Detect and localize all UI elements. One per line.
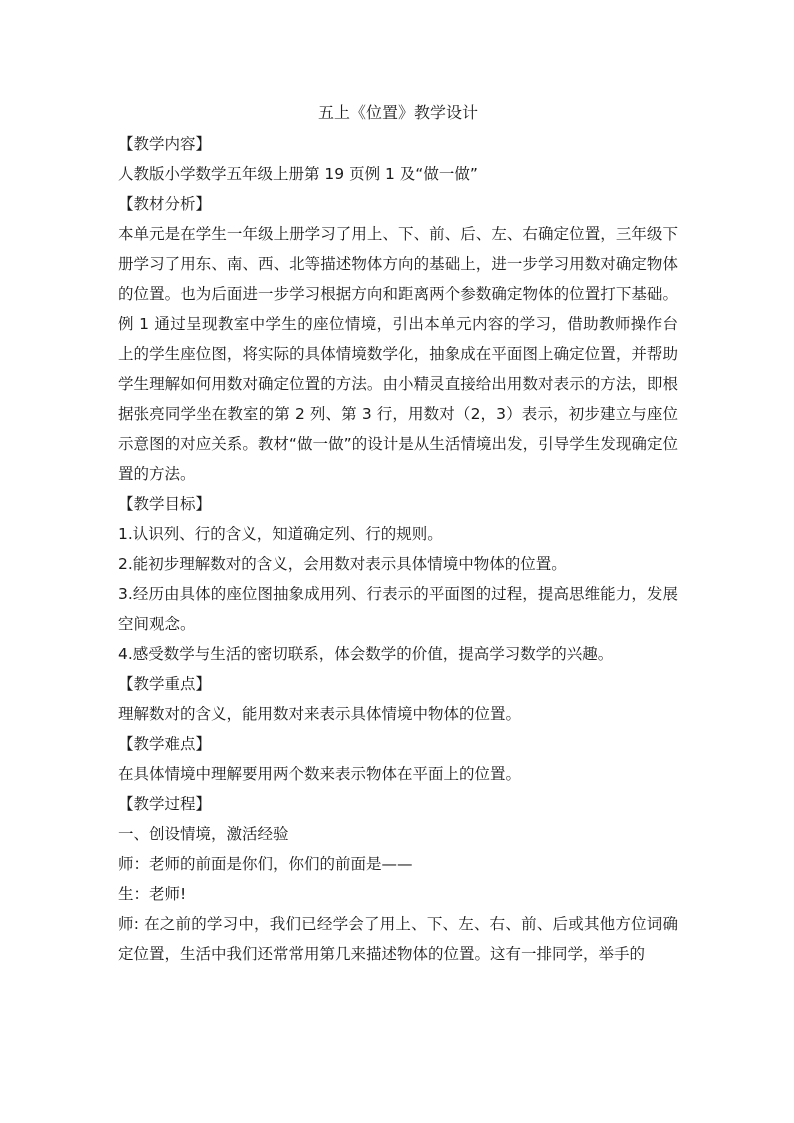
dialog-line-2: 生：老师! <box>118 885 187 903</box>
goal-item-2: 2.能初步理解数对的含义，会用数对表示具体情境中物体的位置。 <box>118 555 567 573</box>
goal-item-4: 4.感受数学与生活的密切联系，体会数学的价值，提高学习数学的兴趣。 <box>118 645 614 663</box>
document-title: 五上《位置》教学设计 <box>317 103 478 122</box>
dialog-line-3: 师: 在之前的学习中，我们已经学会了用上、下、左、右、前、后或其他方位词确定位置，生活中我们还常常用第几来描述物体的位置。这有一排同学，举手的 <box>118 915 678 963</box>
dialog-line-1: 师：老师的前面是你们，你们的前面是—— <box>118 855 413 873</box>
heading-teaching-process: 【教学过程】 <box>118 795 212 813</box>
document-body <box>118 98 678 969</box>
heading-material-analysis: 【教材分析】 <box>118 195 212 213</box>
process-step-1: 一、创设情境，激活经验 <box>118 825 289 843</box>
material-analysis-text: 本单元是在学生一年级上册学习了用上、下、前、后、左、右确定位置，三年级下册学习了用东、南、西、北等描述物体方向的基础上，进一步学习用数对确定物体的位置。也为后面进一步学习根据方向和距离两个参数确定物体的位置打下基础。例 1 通过呈现教室中学生的座位情境，引出本单元内容的学习，借助教师操作台上的学生座位图，将实际的具体情境数学化，抽象成在平面图上确定位置，并帮助学生理解如何用数对确定位置的方法。由小精灵直接给出用数对表示的方法，即根据张亮同学坐在教室的第 2 列、第 3 行，用数对（2，3）表示，初步建立与座位示意图的对应关系。教材“做一做”的设计是从生活情境出发，引导学生发现确定位置的方法。 <box>118 225 678 483</box>
heading-teaching-goals: 【教学目标】 <box>118 495 212 513</box>
heading-difficulties: 【教学难点】 <box>118 735 212 753</box>
key-points-text: 理解数对的含义，能用数对来表示具体情境中物体的位置。 <box>118 705 522 723</box>
goal-item-3: 3.经历由具体的座位图抽象成用列、行表示的平面图的过程，提高思维能力，发展空间观念。 <box>118 585 678 633</box>
heading-key-points: 【教学重点】 <box>118 675 212 693</box>
difficulties-text: 在具体情境中理解要用两个数来表示物体在平面上的位置。 <box>118 765 522 783</box>
goal-item-1: 1.认识列、行的含义，知道确定列、行的规则。 <box>118 525 443 543</box>
heading-teaching-content: 【教学内容】 <box>118 135 212 153</box>
teaching-content-text: 人教版小学数学五年级上册第 19 页例 1 及“做一做” <box>118 165 478 183</box>
